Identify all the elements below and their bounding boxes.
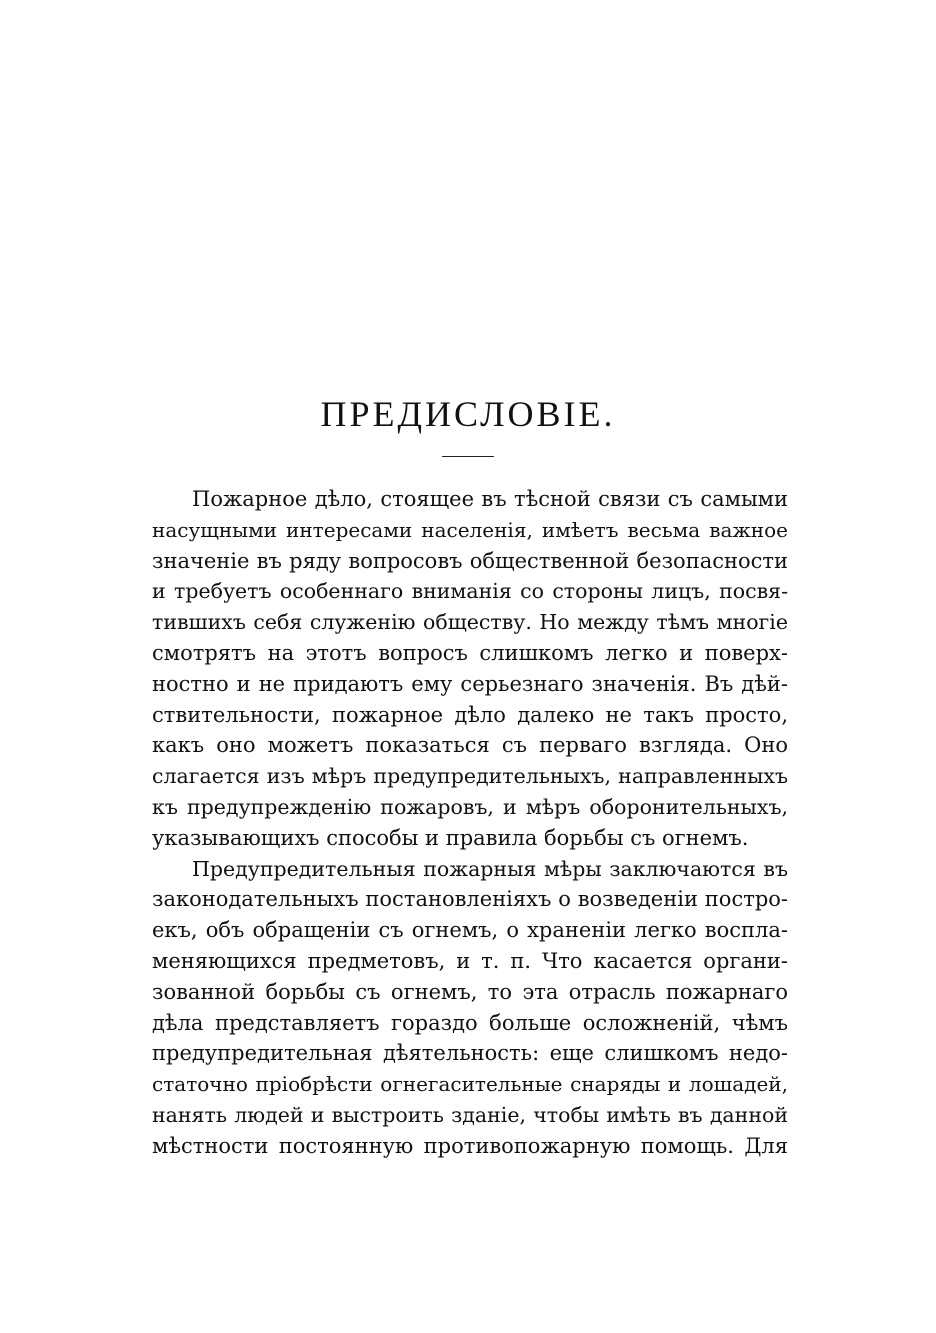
text-line: насущными интересами населенія, имѣетъ весьма важное <box>152 517 788 542</box>
text-line: меняющихся предметовъ, и т. п. Что касается органи- <box>152 948 788 973</box>
body-text <box>152 484 788 1162</box>
text-line: значеніе въ ряду вопросовъ общественной безопасности <box>152 548 788 573</box>
text-line: къ предупрежденію пожаровъ, и мѣръ оборонительныхъ, <box>152 794 788 819</box>
text-line: зованной борьбы съ огнемъ, то эта отрасль пожарнаго <box>152 979 788 1004</box>
text-line: Предупредительныя пожарныя мѣры заключаются въ <box>192 856 788 881</box>
text-line: смотрятъ на этотъ вопросъ слишкомъ легко и поверх- <box>152 640 788 665</box>
text-line: екъ, объ обращеніи съ огнемъ, о храненіи легко воспла- <box>152 918 788 943</box>
title-divider <box>442 456 494 457</box>
text-line: указывающихъ способы и правила борьбы съ огнемъ. <box>152 825 749 850</box>
text-line: ствительности, пожарное дѣло далеко не такъ просто, <box>152 702 788 727</box>
text-line: и требуетъ особеннаго вниманія со стороны лицъ, посвя- <box>152 579 788 604</box>
text-line: предупредительная дѣятельность: еще слишкомъ недо- <box>152 1041 788 1066</box>
page-title: ПРЕДИСЛОВІЕ. <box>320 394 616 434</box>
text-line: тившихъ себя служенію обществу. Но между тѣмъ многіе <box>152 610 788 635</box>
text-line: мѣстности постоянную противопожарную помощь. Для <box>152 1133 788 1158</box>
text-line: статочно пріобрѣсти огнегасительные снаряды и лошадей, <box>152 1072 788 1097</box>
text-line: слагается изъ мѣръ предупредительныхъ, направленныхъ <box>152 764 788 789</box>
text-line: ностно и не придаютъ ему серьезнаго значенія. Въ дѣй- <box>152 671 788 696</box>
text-line: дѣла представляетъ гораздо больше осложненій, чѣмъ <box>152 1010 788 1035</box>
text-line: законодательныхъ постановленіяхъ о возведеніи постро- <box>152 887 788 912</box>
paragraph-1 <box>152 484 788 854</box>
text-line: какъ оно можетъ показаться съ перваго взгляда. Оно <box>152 733 788 758</box>
text-line: Пожарное дѣло, стоящее въ тѣсной связи съ самыми <box>192 487 788 511</box>
text-line: нанять людей и выстроить зданіе, чтобы имѣть въ данной <box>152 1102 788 1127</box>
paragraph-2 <box>152 854 788 1162</box>
